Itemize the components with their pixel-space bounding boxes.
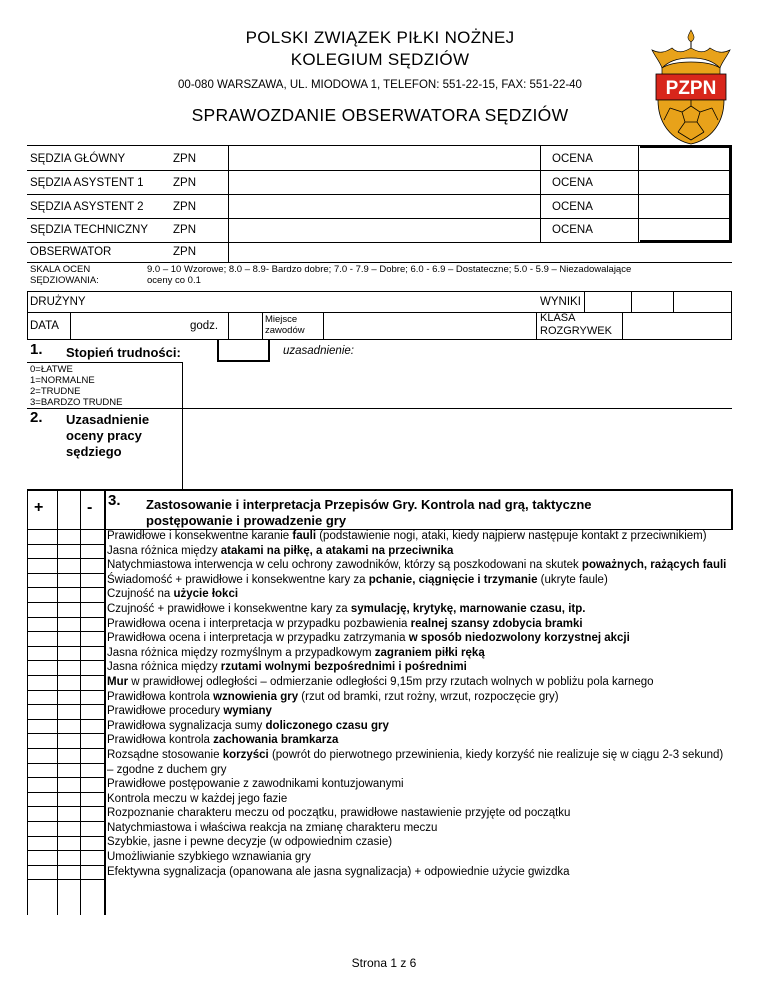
difficulty-level: 1=NORMALNE <box>30 375 95 386</box>
criterion-item <box>107 573 727 588</box>
section-title <box>66 412 149 460</box>
criterion-text: Czujność + prawidłowe i konsekwentne kary za <box>107 602 351 615</box>
criterion-text: (rzut od bramki, rzut rożny, wrzut, rozpoczęcie gry) <box>298 690 559 703</box>
justification-label: uzasadnienie: <box>283 345 354 357</box>
criterion-keyword: realnej szansy zdobycia bramki <box>410 617 583 630</box>
grid-line <box>27 602 105 603</box>
section-title: Stopień trudności: <box>66 345 181 360</box>
criterion-text: (ukryte faule) <box>537 573 608 586</box>
criterion-keyword: Mur <box>107 675 129 688</box>
criterion-item <box>107 704 727 719</box>
criterion-text: Prawidłowa kontrola <box>107 734 214 747</box>
criterion-item <box>107 631 727 646</box>
grid-line <box>27 748 105 749</box>
section-title-line: sędziego <box>66 444 122 459</box>
official-ocena: OCENA <box>552 153 593 165</box>
organization-name: POLSKI ZWIĄZEK PIŁKI NOŻNEJ <box>245 28 515 47</box>
criterion-text: Czujność na <box>107 588 174 601</box>
grid-line <box>27 821 105 822</box>
criterion-text: Jasna różnica między rozmyślnym a przypadkowym <box>107 646 375 659</box>
criterion-keyword: pchanie, ciągnięcie i trzymanie <box>368 573 538 586</box>
criterion-keyword: poważnych, rażących fauli <box>581 559 727 572</box>
criterion-text: Szybkie, jasne i pewne decyzje (w odpowiednim czasie) <box>107 836 393 849</box>
criterion-text: (podstawienie nogi, ataki, kiedy najpierw następuje kontakt z przeciwnikiem) <box>316 530 707 542</box>
criterion-item <box>107 792 727 807</box>
official-ocena: OCENA <box>552 224 593 236</box>
difficulty-level: 2=TRUDNE <box>30 386 81 397</box>
observer-role: OBSERWATOR <box>30 246 112 258</box>
grid-line <box>27 806 105 807</box>
section-title-line: postępowanie i prowadzenie gry <box>146 513 347 528</box>
results-label: WYNIKI <box>540 296 581 308</box>
grid-line <box>27 617 105 618</box>
criterion-item <box>107 777 727 792</box>
criterion-item <box>107 602 727 617</box>
criterion-text: Efektywna sygnalizacja (opanowana ale jasna sygnalizacja) + odpowiednie użycie gwizdka <box>107 865 570 878</box>
grid-line <box>27 719 105 720</box>
official-ocena: OCENA <box>552 201 593 213</box>
time-label: godz. <box>190 320 219 332</box>
criterion-text: Rozpoznanie charakteru meczu od początku, prawidłowe nastawienie przyjęte od początku <box>107 807 571 820</box>
official-role: SĘDZIA ASYSTENT 1 <box>30 177 144 189</box>
section-title <box>146 497 592 529</box>
criterion-item <box>107 660 727 675</box>
grid-line <box>27 631 105 632</box>
scale-label: SKALA OCEN <box>30 264 91 275</box>
criterion-keyword: użycie łokci <box>173 588 239 601</box>
criteria-list <box>107 529 727 879</box>
official-zpn: ZPN <box>173 153 196 165</box>
plus-column-header: + <box>34 499 44 516</box>
criterion-text: Prawidłowe procedury <box>107 705 224 718</box>
criterion-item <box>107 617 727 632</box>
criterion-item <box>107 558 727 573</box>
criterion-text: Prawidłowa ocena i interpretacja w przypadku pozbawienia <box>107 617 411 630</box>
section-number: 1. <box>30 341 43 358</box>
criterion-text: Natychmiastowa i właściwa reakcja na zmianę charakteru meczu <box>107 821 438 834</box>
official-zpn: ZPN <box>173 177 196 189</box>
official-role: SĘDZIA GŁÓWNY <box>30 153 126 165</box>
criterion-text: Kontrola meczu w każdej jego fazie <box>107 792 288 805</box>
criterion-text: Świadomość + prawidłowe i konsekwentne kary za <box>107 573 369 586</box>
criterion-keyword: rzutami wolnymi bezpośrednimi i pośrednimi <box>220 661 467 674</box>
grid-line <box>27 704 105 705</box>
pzpn-logo <box>648 28 734 146</box>
official-zpn: ZPN <box>173 224 196 236</box>
official-role: SĘDZIA TECHNICZNY <box>30 224 148 236</box>
criterion-text: Rozsądne stosowanie <box>107 748 223 761</box>
criterion-keyword: fauli <box>292 530 317 542</box>
grid-line <box>27 660 105 661</box>
criterion-text: w prawidłowej odległości – odmierzanie odległości 9,15m przy rzutach wolnych w pobliżu pola karnego <box>128 675 654 688</box>
criterion-item <box>107 748 727 777</box>
observer-zpn: ZPN <box>173 246 196 258</box>
grid-line <box>27 733 105 734</box>
criterion-text: Prawidłowa ocena i interpretacja w przypadku zatrzymania <box>107 632 409 645</box>
criterion-keyword: wymiany <box>223 705 272 718</box>
official-role: SĘDZIA ASYSTENT 2 <box>30 201 144 213</box>
criterion-text: Prawidłowa sygnalizacja sumy <box>107 719 266 732</box>
criterion-item <box>107 544 727 559</box>
criterion-item <box>107 529 727 544</box>
grid-line <box>27 690 105 691</box>
document-title: SPRAWOZDANIE OBSERWATORA SĘDZIÓW <box>191 105 569 125</box>
criterion-text: Natychmiastowa interwencja w celu ochrony zawodników, którzy są poszkodowani na skutek <box>107 559 582 572</box>
criterion-keyword: zagraniem piłki ręką <box>374 646 485 659</box>
date-label: DATA <box>30 320 59 332</box>
grid-line <box>27 777 105 778</box>
criterion-item <box>107 806 727 821</box>
scale-text: oceny co 0.1 <box>147 275 201 286</box>
criterion-keyword: doliczonego czasu gry <box>265 719 389 732</box>
criterion-text: Umożliwianie szybkiego wznawiania gry <box>107 851 311 864</box>
criterion-item <box>107 719 727 734</box>
criterion-text: Jasna różnica między <box>107 544 221 557</box>
scale-label: SĘDZIOWANIA: <box>30 275 99 286</box>
criterion-keyword: korzyści <box>222 748 269 761</box>
difficulty-level: 3=BARDZO TRUDNE <box>30 397 123 408</box>
criterion-item <box>107 690 727 705</box>
section-title-line: oceny pracy <box>66 428 142 443</box>
page-number: Strona 1 z 6 <box>351 956 417 970</box>
logo-text: PZPN <box>665 78 717 99</box>
section-title-line: Zastosowanie i interpretacja Przepisów Gry. Kontrola nad grą, taktyczne <box>146 497 592 512</box>
minus-column-header: - <box>87 499 93 516</box>
venue-label: zawodów <box>265 325 305 336</box>
criterion-item <box>107 865 727 880</box>
college-name: KOLEGIUM SĘDZIÓW <box>290 50 470 69</box>
criterion-text: (powrót do pierwotnego przewinienia, kiedy korzyść nie realizuje się w ciągu 2-3 sekund) – zgodne z duchem gry <box>107 748 724 776</box>
criterion-item <box>107 675 727 690</box>
teams-label: DRUŻYNY <box>30 296 86 308</box>
criterion-text: Prawidłowe postępowanie z zawodnikami kontuzjowanymi <box>107 778 404 791</box>
grid-line <box>27 865 105 866</box>
criterion-item <box>107 835 727 850</box>
grid-line <box>27 573 105 574</box>
criterion-text: Prawidłowa kontrola <box>107 690 214 703</box>
criterion-item <box>107 850 727 865</box>
class-label: ROZGRYWEK <box>540 325 612 337</box>
section-number: 2. <box>30 409 43 426</box>
criterion-item <box>107 733 727 748</box>
criterion-item <box>107 821 727 836</box>
grid-line <box>27 587 105 588</box>
grid-line <box>27 850 105 851</box>
grid-line <box>27 646 105 647</box>
scale-text: 9.0 – 10 Wzorowe; 8.0 – 8.9- Bardzo dobre; 7.0 - 7.9 – Dobre; 6.0 - 6.9 – Dostateczne; 5.0 - 5.9 – Niezadowalające <box>147 264 632 275</box>
class-label: KLASA <box>540 312 576 324</box>
grid-line <box>27 544 105 545</box>
criterion-text: Jasna różnica między <box>107 661 221 674</box>
section-number: 3. <box>108 492 121 509</box>
difficulty-level: 0=ŁATWE <box>30 364 73 375</box>
criterion-keyword: atakami na piłkę, a atakami na przeciwnika <box>220 544 454 557</box>
criterion-keyword: zachowania bramkarza <box>213 734 339 747</box>
grid-line <box>27 836 105 837</box>
criterion-item <box>107 587 727 602</box>
grid-line <box>27 792 105 793</box>
criterion-item <box>107 646 727 661</box>
criterion-keyword: w sposób niedozwolony korzystnej akcji <box>408 632 630 645</box>
official-ocena: OCENA <box>552 177 593 189</box>
grid-line <box>27 879 105 880</box>
criterion-text: Prawidłowe i konsekwentne karanie <box>107 530 293 542</box>
grid-line <box>27 763 105 764</box>
venue-label: Miejsce <box>265 314 298 325</box>
address-line: 00-080 WARSZAWA, UL. MIODOWA 1, TELEFON: 551-22-15, FAX: 551-22-40 <box>178 79 582 91</box>
criterion-keyword: wznowienia gry <box>213 690 299 703</box>
grid-line <box>27 558 105 559</box>
grid-line <box>27 675 105 676</box>
criterion-keyword: symulację, krytykę, marnowanie czasu, itp. <box>350 602 586 615</box>
section-title-line: Uzasadnienie <box>66 412 150 427</box>
official-zpn: ZPN <box>173 201 196 213</box>
